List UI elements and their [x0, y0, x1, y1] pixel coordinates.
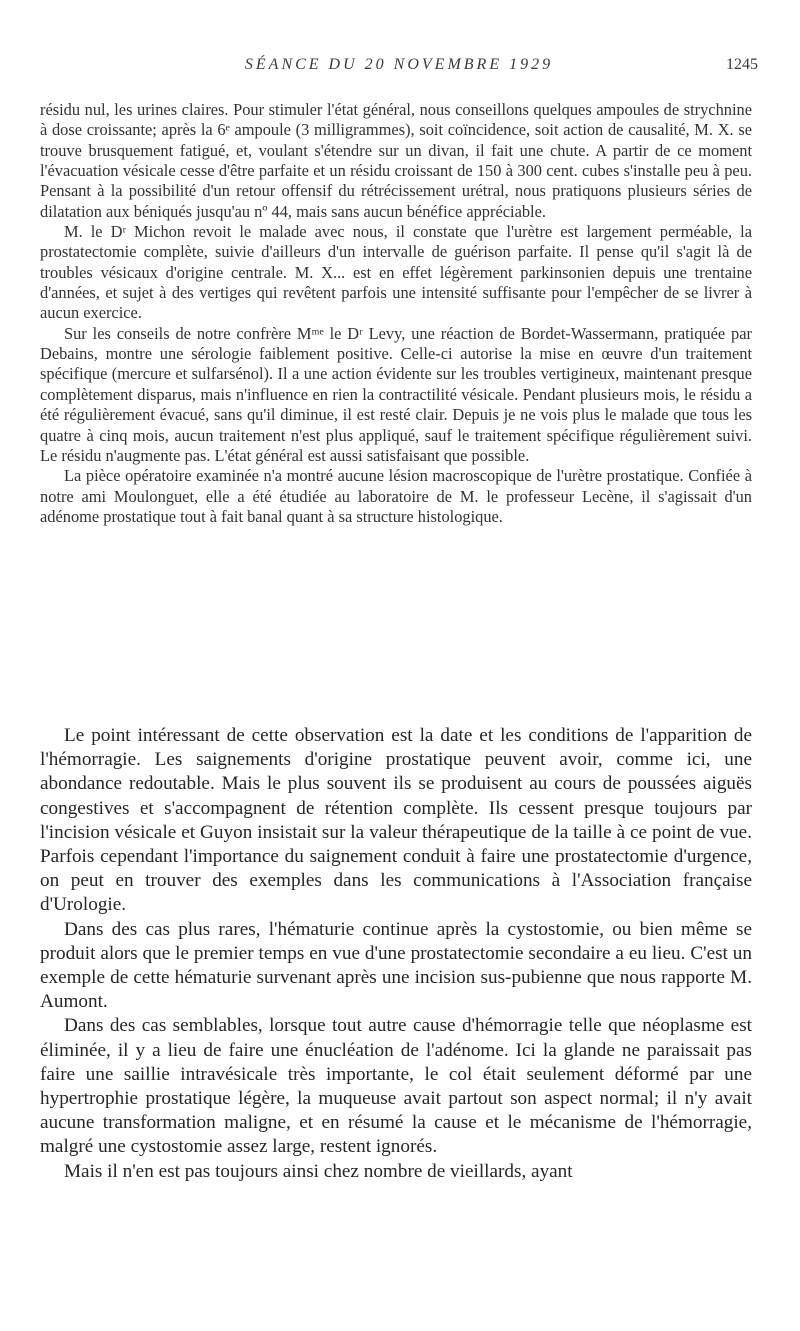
paragraph-point-interessant: Le point intéressant de cette observation est la date et les conditions de l'apparition de l'hémorragie. Les saignements d'origine prostatique peuvent avoir, comme ici, une abondance redoutable. Mais le plus souvent ils se produisent au cours de poussées aiguës congestives et s'accompagnent de rétention complète. Ils cessent presque toujours par l'incision vésicale et Guyon insistait sur la valeur thérapeutique de la taille à ce point de vue. Parfois cependant l'importance du saignement conduit à faire une prostatectomie d'urgence, on peut en trouver des exemples dans les communications à l'Association française d'Urologie. — [40, 725, 752, 916]
case-report-continuation — [40, 100, 752, 527]
page-number: 1245 — [726, 56, 758, 73]
paragraph-levy: Sur les conseils de notre confrère Mᵐᵉ le Dʳ Levy, une réaction de Bordet-Wassermann, pratiquée par Debains, montre une sérologie faiblement positive. Celle-ci autorise la mise en œuvre d'un traitement spécifique (mercure et sulfarsénol). Il a une action évidente sur les troubles vertigineux, maintenant presque complètement disparus, mais n'influence en rien la contractilité vésicale. Pendant plusieurs mois, le résidu a été régulièrement évacué, sans qu'il diminue, il est resté clair. Depuis je ne vois plus le malade que tous les quatre à cinq mois, aucun traitement n'est plus appliqué, sauf le traitement spécifique régulièrement suivi. Le résidu n'augmente pas. L'état général est aussi satisfaisant que possible. — [40, 323, 752, 465]
commentary-section — [40, 724, 752, 1184]
paragraph-cas-plus-rares: Dans des cas plus rares, l'hématurie continue après la cystostomie, ou bien même se produit alors que le premier temps en vue d'une prostatectomie secondaire a eu lieu. C'est un exemple de cette hématurie survenant après une incision sus-pubienne que nous rapporte M. Aumont. — [40, 918, 752, 1013]
running-title: SÉANCE DU 20 NOVEMBRE 1929 — [244, 56, 554, 73]
paragraph-piece-operatoire: La pièce opératoire examinée n'a montré aucune lésion macroscopique de l'urètre prostatique. Confiée à notre ami Moulonguet, elle a été étudiée au laboratoire de M. le professeur Lecène, il s'agissait d'un adénome prostatique tout à fait banal quant à sa structure histologique. — [40, 466, 752, 526]
paragraph-vieillards: Mais il n'en est pas toujours ainsi chez nombre de vieillards, ayant — [64, 1160, 573, 1182]
page-header — [40, 56, 758, 84]
paragraph-michon: M. le Dʳ Michon revoit le malade avec nous, il constate que l'urètre est largement perméable, la prostatectomie complète, suivie d'ailleurs d'un intervalle de guérison parfaite. Il pense qu'il s'agit là de troubles vésicaux d'origine centrale. M. X... est en effet légèrement parkinsonien depuis une trentaine d'années, et sujet à des vertiges qui revêtent parfois une intensité suffisante pour l'empêcher de se livrer à aucun exercice. — [40, 222, 752, 323]
paragraph-residu: résidu nul, les urines claires. Pour stimuler l'état général, nous conseillons quelques ampoules de strychnine à dose croissante; après la 6ᵉ ampoule (3 milligrammes), soit coïncidence, soit action de causalité, M. X. se trouve brusquement fatigué, et, voulant s'étendre sur un divan, il fait une chute. A partir de ce moment l'évacuation vésicale cesse d'être parfaite et un résidu croissant de 150 à 300 cent. cubes s'installe peu à peu. Pensant à la possibilité d'un retour offensif du rétrécissement urétral, nous pratiquons plusieurs séries de dilatation aux béniqués jusqu'au nº 44, mais sans aucun bénéfice appréciable. — [40, 100, 752, 221]
paragraph-cas-semblables: Dans des cas semblables, lorsque tout autre cause d'hémorragie telle que néoplasme est éliminée, il y a lieu de faire une énucléation de l'adénome. Ici la glande ne paraissait pas faire une saillie intravésicale très importante, le col était seulement déformé par une hypertrophie prostatique légère, la muqueuse avait partout son aspect normal; il n'y avait aucune transformation maligne, et en résumé la cause et le mécanisme de l'hémorragie, malgré une cystostomie assez large, restent ignorés. — [40, 1015, 752, 1158]
